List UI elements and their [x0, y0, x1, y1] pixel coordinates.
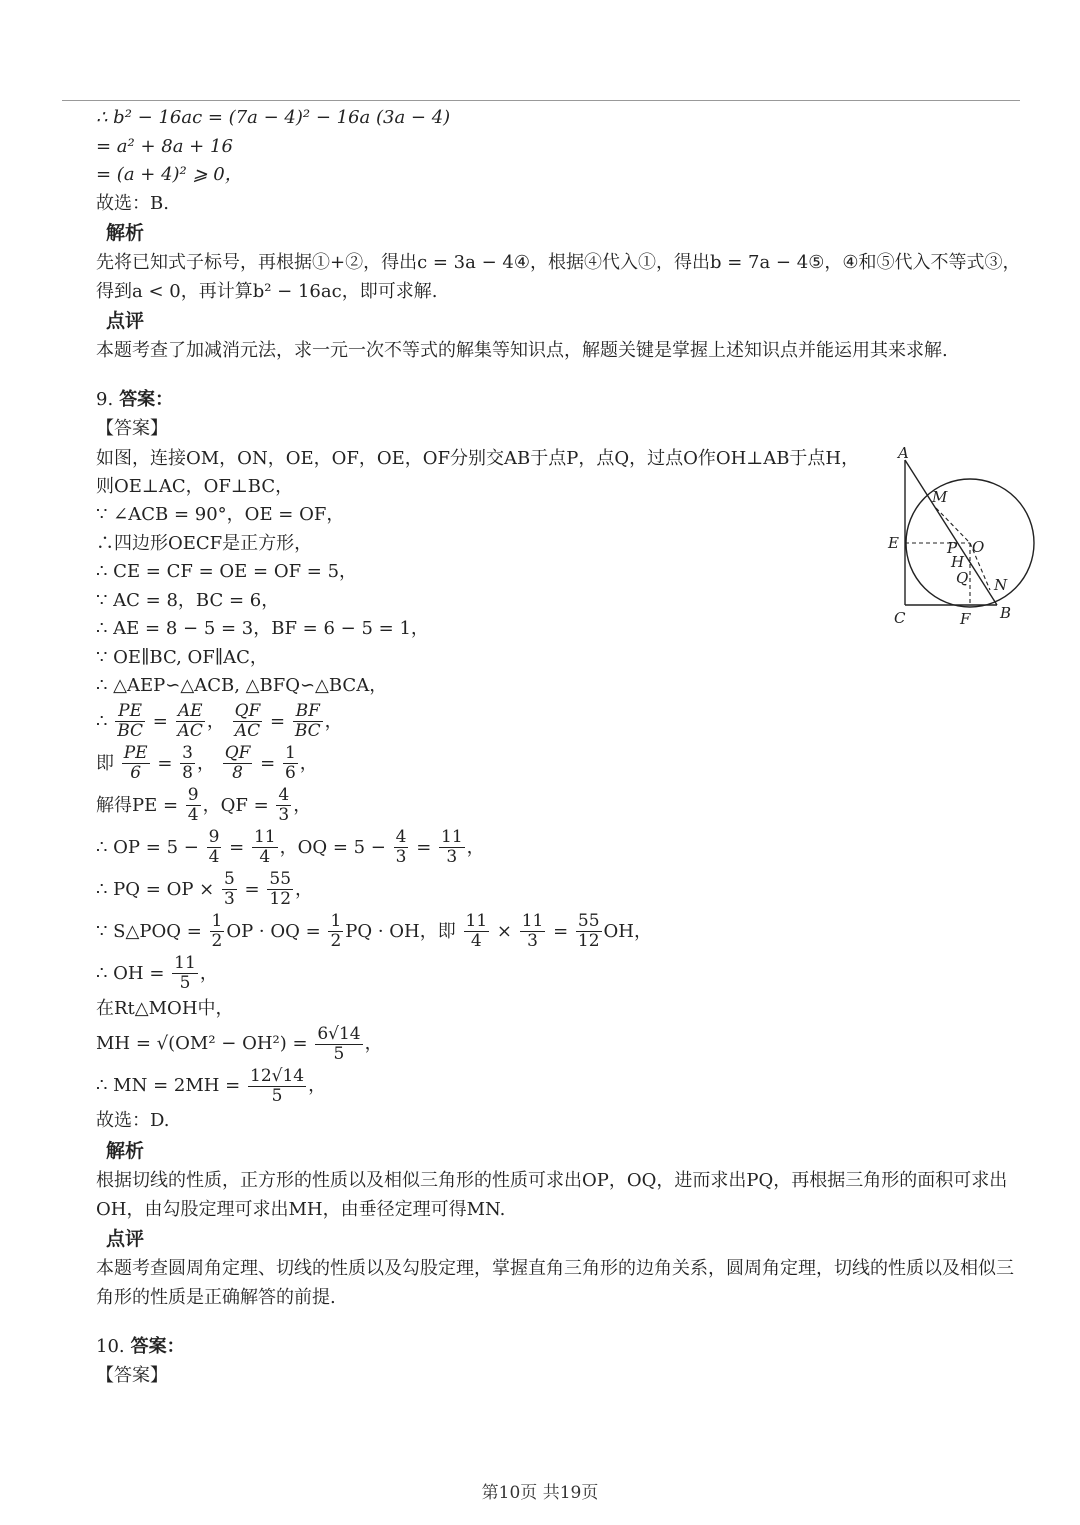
q9-line: ∵ OE∥BC, OF∥AC， [96, 646, 268, 668]
question-10-header [96, 1332, 1036, 1362]
line-end: ， [466, 836, 485, 858]
numerator: 1 [330, 911, 342, 931]
denominator: 8 [232, 763, 243, 783]
fraction [394, 828, 409, 867]
numerator: 11 [521, 911, 544, 931]
fraction [576, 912, 602, 951]
denominator: 5 [179, 973, 191, 993]
numerator: 12√14 [250, 1065, 305, 1086]
frac-middle: OP · OQ = [226, 920, 321, 942]
fraction [248, 1067, 306, 1106]
fraction [315, 1025, 362, 1064]
choice-line: 故选：B. [96, 192, 169, 214]
fraction [172, 954, 198, 993]
frac-middle: ，OQ = 5 − [279, 836, 386, 858]
numerator: 4 [395, 827, 407, 847]
q9-line: ∵ ∠ACB = 90°，OE = OF， [96, 504, 345, 525]
geometry-figure [880, 440, 1050, 630]
denominator: 3 [223, 889, 235, 909]
numerator: 1 [284, 743, 296, 763]
frac-prefix: ∴ [96, 710, 108, 732]
answer-title: 答案： [119, 389, 174, 410]
question-number: 9. [96, 389, 114, 410]
answer-title: 答案： [130, 1335, 185, 1357]
fraction [223, 744, 253, 783]
denominator: BC [117, 721, 144, 741]
q9-line: 则OE⊥AC，OF⊥BC， [96, 475, 294, 497]
denominator: 6 [130, 763, 142, 783]
denominator: 12 [269, 889, 292, 909]
q9-line: ∴ △AEP∽△ACB, △BFQ∽△BCA， [96, 675, 388, 696]
equals: = [244, 878, 260, 900]
q9-line: ∴ CE = CF = OE = OF = 5， [96, 561, 358, 582]
fraction [252, 828, 278, 867]
numerator: 55 [269, 869, 292, 889]
analysis-text: 根据切线的性质，正方形的性质以及相似三角形的性质可求出OP，OQ，进而求出PQ，再根据三角形的面积可求出OH，由勾股定理可求出MH，由垂径定理可得MN. [96, 1169, 1008, 1220]
fraction [276, 786, 291, 825]
label-e: E [888, 534, 899, 552]
answer-bracket: 【答案】 [96, 1364, 168, 1386]
times: × [496, 920, 512, 942]
line-end: ， [364, 1033, 383, 1054]
fraction [267, 870, 293, 909]
numerator: 4 [278, 785, 290, 805]
denominator: 4 [470, 931, 482, 951]
fraction [186, 786, 201, 825]
q9-intro: 如图，连接OM，ON，OE，OF，OE，OF分别交AB于点P，点Q，过点O作OH⊥AB于点H， [96, 447, 860, 469]
header-rule [62, 100, 1020, 101]
frac-prefix: ∴ OP = 5 − [96, 836, 199, 858]
fraction [439, 828, 465, 867]
separator: ， [206, 710, 225, 732]
q9-line: ∴ AE = 8 − 5 = 3，BF = 6 − 5 = 1， [96, 618, 429, 639]
denominator: 3 [527, 931, 538, 951]
denominator: 6 [284, 763, 296, 783]
label-q: Q [956, 569, 969, 587]
eq-line-1: ∴ b² − 16ac = (7a − 4)² − 16a (3a − 4) [96, 107, 451, 128]
denominator: 3 [446, 847, 458, 867]
numerator: 11 [441, 827, 463, 847]
line-end: ， [308, 1075, 327, 1096]
eq-line-3: = (a + 4)² ⩾ 0， [96, 164, 243, 185]
fraction [233, 702, 263, 741]
frac-prefix: 即 [96, 752, 114, 774]
answer-bracket: 【答案】 [96, 418, 168, 439]
question-9-header [96, 385, 1036, 415]
denominator: AC [234, 721, 261, 741]
denominator: 4 [208, 847, 220, 867]
fraction-line-2: 即 $\frac{PE}{6}$ = $\frac{3}{8}$ ， $\frac{QF}{8}$ = $\frac{1}{6}$ ， [96, 743, 318, 783]
denominator: 4 [259, 847, 271, 867]
segment-om [936, 508, 970, 543]
frac-middle: PQ · OH，即 [345, 920, 456, 942]
denominator: BC [294, 721, 321, 741]
frac-prefix: ∵ S△POQ = [96, 920, 202, 942]
line-end: ， [293, 794, 312, 816]
label-m: M [932, 488, 948, 506]
q9-line: ∵ AC = 8，BC = 6， [96, 589, 280, 611]
denominator: AC [177, 721, 203, 741]
fraction-line-9 [96, 1065, 1036, 1107]
fraction [122, 744, 150, 783]
denominator: 2 [211, 931, 223, 951]
label-p: P [947, 539, 958, 557]
eq-line-2: = a² + 8a + 16 [96, 135, 233, 157]
frac-prefix: 解得PE = [96, 794, 179, 816]
denominator: 5 [333, 1043, 345, 1064]
denominator: 12 [577, 931, 600, 951]
numerator: 9 [187, 785, 199, 805]
comment-text: 本题考查圆周角定理、切线的性质以及勾股定理，掌握直角三角形的边角关系，圆周角定理，切线的性质以及相似三角形的性质是正确解答的前提. [96, 1257, 1014, 1308]
comment-text: 本题考查了加减消元法，求一元一次不等式的解集等知识点，解题关键是掌握上述知识点并能运用其来求解. [96, 340, 948, 361]
frac-middle: ，QF = [202, 794, 269, 816]
numerator: PE [115, 702, 145, 722]
separator: ， [196, 752, 215, 774]
label-b: B [1000, 604, 1012, 622]
frac-prefix: ∴ OH = [96, 962, 165, 984]
numerator: PE [123, 743, 148, 763]
denominator: 5 [271, 1085, 283, 1106]
question-number: 10. [96, 1335, 125, 1357]
fraction [520, 912, 546, 951]
line-end: ， [295, 878, 314, 900]
numerator: 1 [211, 911, 223, 931]
fraction [210, 912, 225, 951]
numerator: 55 [577, 911, 600, 931]
denominator: 3 [395, 847, 407, 867]
line-end: ， [199, 962, 218, 984]
numerator: BF [293, 702, 323, 722]
line-end: OH， [603, 920, 653, 942]
numerator: 6√14 [317, 1023, 361, 1044]
line-end: ， [299, 752, 318, 774]
denominator: 2 [330, 931, 342, 951]
frac-prefix: MH = √(OM² − OH²) = [96, 1033, 308, 1054]
fraction [207, 828, 222, 867]
label-h: H [951, 553, 965, 571]
q9-choice: 故选：D. [96, 1110, 170, 1131]
numerator: QF [224, 743, 251, 763]
fraction-line-7 [96, 953, 1036, 995]
q9-line: ∴四边形OECF是正方形， [96, 532, 313, 554]
numerator: 11 [465, 911, 488, 931]
frac-prefix: ∴ PQ = OP × [96, 878, 215, 900]
equals: = [416, 836, 432, 858]
label-c: C [894, 609, 906, 627]
fraction [180, 744, 195, 783]
q9-rt-line: 在Rt△MOH中， [96, 997, 234, 1019]
fraction-line-6 [96, 911, 1036, 953]
fraction [115, 702, 145, 741]
page-footer: 第10页 共19页 [481, 1483, 599, 1503]
denominator: 4 [187, 805, 199, 825]
comment-heading: 点评 [106, 310, 145, 332]
fraction-line-8 [96, 1023, 1036, 1065]
numerator: 3 [182, 743, 193, 763]
fraction-line-5 [96, 869, 1036, 911]
equals: = [553, 920, 569, 942]
label-n: N [994, 576, 1008, 594]
label-o: O [972, 538, 985, 556]
equals: = [229, 836, 245, 858]
fraction-line-1: ∴ $\frac{PE}{BC}$ = $\frac{AE}{AC}$ ， $\frac{QF}{AC}$ = $\frac{BF}{BC}$ ， [96, 701, 343, 741]
numerator: 5 [223, 869, 235, 889]
page-content [96, 104, 1036, 1390]
analysis-text: 先将已知式子标号，再根据①+②，得出c = 3a − 4④，根据④代入①，得出b = 7a − 4⑤，④和⑤代入不等式③，得到a < 0，再计算b² − 16ac，即可求解. [96, 252, 1021, 302]
fraction [222, 870, 237, 909]
fraction [328, 912, 343, 951]
fraction [464, 912, 490, 951]
line-end: ， [324, 710, 343, 732]
label-a: A [898, 444, 909, 462]
comment-heading: 点评 [106, 1227, 145, 1250]
numerator: AE [176, 702, 205, 722]
frac-prefix: ∴ MN = 2MH = [96, 1075, 241, 1096]
fraction-line-3 [96, 785, 1036, 827]
fraction [283, 744, 298, 783]
fraction-line-4 [96, 827, 1036, 869]
numerator: QF [234, 701, 261, 721]
numerator: 11 [253, 827, 276, 847]
denominator: 8 [182, 763, 193, 783]
fraction [293, 702, 323, 741]
analysis-heading: 解析 [106, 222, 145, 244]
denominator: 3 [278, 805, 290, 825]
label-f: F [960, 610, 971, 628]
analysis-heading: 解析 [106, 1139, 145, 1162]
numerator: 9 [208, 827, 220, 847]
numerator: 11 [174, 953, 196, 973]
fraction [176, 702, 205, 741]
